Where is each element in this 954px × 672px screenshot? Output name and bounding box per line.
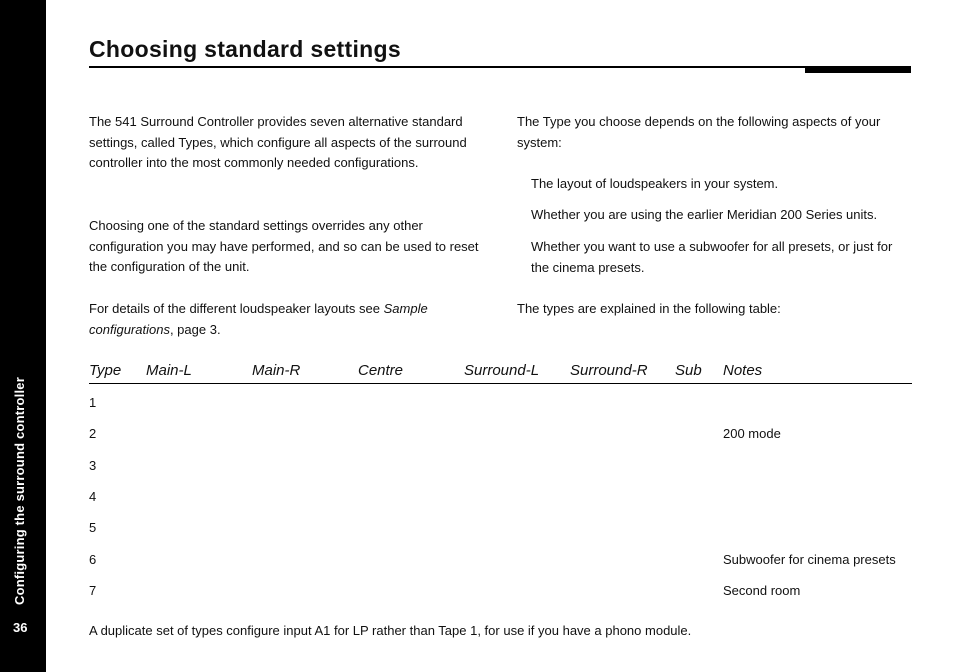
row-type: 4 [89,489,97,504]
row-type: 1 [89,395,97,410]
row-type: 2 [89,426,97,441]
column-header-notes: Notes [723,362,763,379]
override-paragraph: Choosing one of the standard settings overrides any other configuration you may have performed, and so can be used to reset the configuration of the unit. [89,218,479,275]
title-rule [89,66,911,68]
row-type: 3 [89,458,97,473]
intro-paragraph: The 541 Surround Controller provides seven alternative standard settings, called Types, which configure all aspects of the surround controller into the most commonly needed configurations. [89,114,467,171]
row-type: 6 [89,552,97,567]
row-notes: Subwoofer for cinema presets [723,552,896,567]
bullet-item: The layout of loudspeakers in your system. [531,176,779,191]
type-intro-paragraph: The Type you choose depends on the following aspects of your system: [517,114,881,150]
column-header-main-r: Main-R [252,362,301,379]
section-label: Configuring the surround controller [12,377,27,605]
duplicate-types-note: A duplicate set of types configure input A1 for LP rather than Tape 1, for use if you have a phono module. [89,623,692,638]
column-header-surround-l: Surround-L [464,362,540,379]
page-number: 36 [13,620,28,635]
column-header-main-l: Main-L [146,362,192,379]
bullet-item: Whether you want to use a subwoofer for all presets, or just for the cinema presets. [531,239,893,275]
table-header-rule [89,383,912,384]
page-title: Choosing standard settings [89,36,401,62]
table-intro-paragraph: The types are explained in the following table: [517,301,781,316]
sidebar [0,0,46,672]
row-notes: Second room [723,583,801,598]
row-type: 5 [89,520,97,535]
row-type: 7 [89,583,97,598]
details-suffix: , page 3. [169,321,221,337]
bullet-item: Whether you are using the earlier Meridian 200 Series units. [531,207,878,222]
sample-configurations-link[interactable]: Sample configurations [89,301,428,337]
row-notes: 200 mode [723,426,781,441]
details-paragraph [89,299,489,340]
column-header-sub: Sub [675,362,702,379]
column-header-surround-r: Surround-R [570,362,648,379]
title-accent-bar [805,66,911,73]
details-prefix: For details of the different loudspeaker layouts see [89,301,384,316]
column-header-type: Type [89,362,122,379]
column-header-centre: Centre [358,362,404,379]
